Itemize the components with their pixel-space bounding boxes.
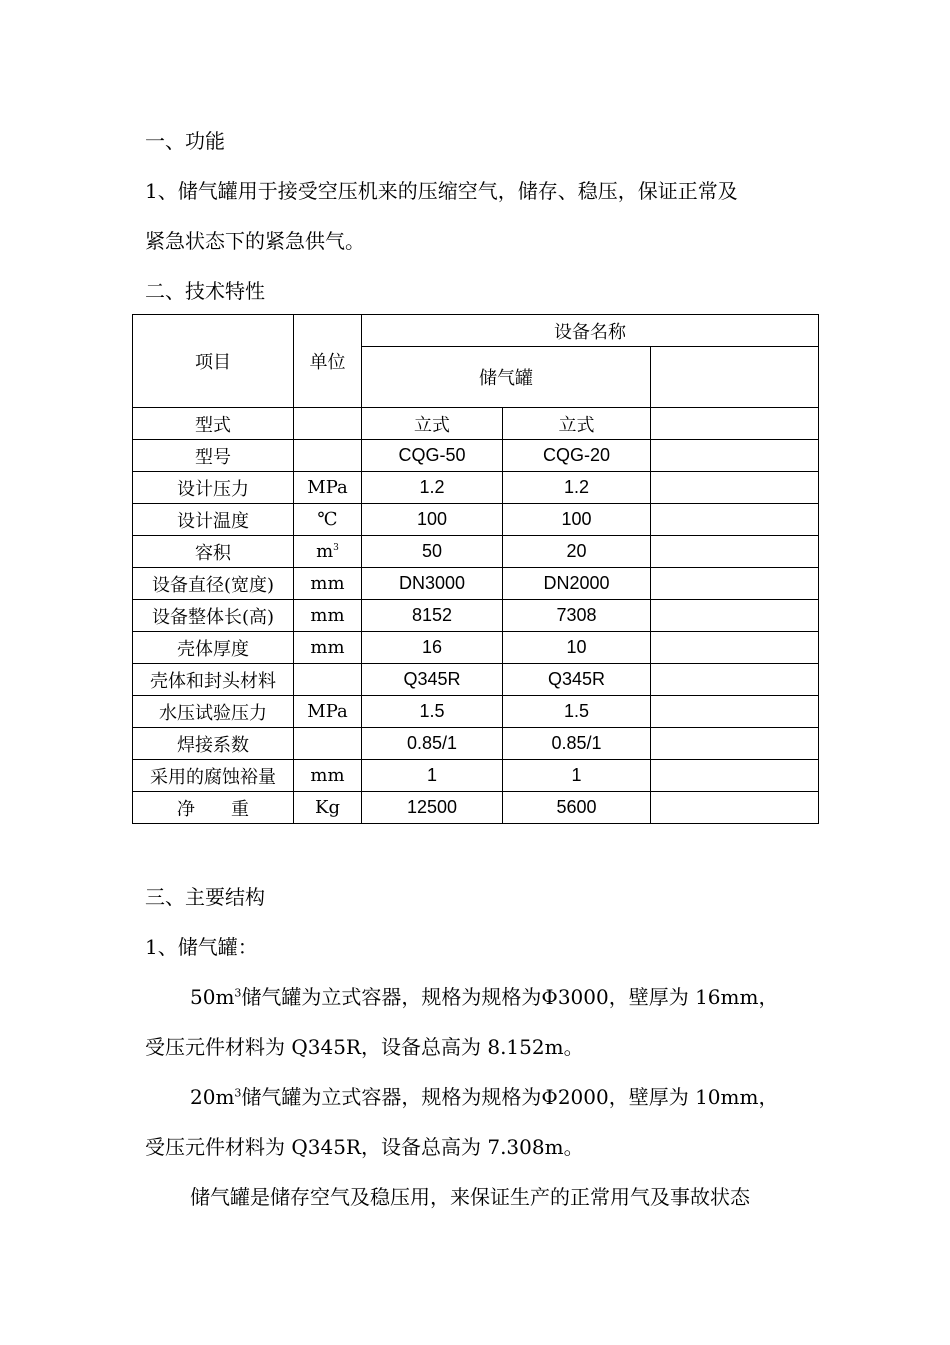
row-item: 设计压力 [133,472,294,504]
header-tank: 储气罐 [362,347,651,408]
table-row [133,408,819,440]
row-value-2: 5600 [503,792,651,824]
paragraph-20-text: 储气罐为立式容器，规格为规格为Φ2000，壁厚为 10mm， [241,1085,779,1109]
table-row [133,632,819,664]
row-unit [294,664,362,696]
table-row [133,728,819,760]
section-3-subtitle: 1、储气罐： [145,935,258,959]
row-unit-base: m [316,541,334,562]
row-value-2: 1 [503,760,651,792]
row-value-1: 立式 [362,408,503,440]
header-empty [651,347,819,408]
row-item: 净 重 [133,792,294,824]
row-value-2: CQG-20 [503,440,651,472]
row-value-2: 100 [503,504,651,536]
row-unit [294,728,362,760]
section-1-paragraph-line-2: 紧急状态下的紧急供气。 [145,229,365,253]
row-unit: mm [294,568,362,600]
paragraph-50-text: 储气罐为立式容器，规格为规格为Φ3000，壁厚为 16mm， [241,985,779,1009]
row-unit [294,536,362,568]
row-value-1: 1.2 [362,472,503,504]
row-value-2: Q345R [503,664,651,696]
row-empty [651,504,819,536]
row-value-1: CQG-50 [362,440,503,472]
row-empty [651,408,819,440]
row-unit: MPa [294,472,362,504]
row-unit: mm [294,760,362,792]
row-empty [651,696,819,728]
row-value-2: 10 [503,632,651,664]
table-row [133,568,819,600]
row-empty [651,728,819,760]
header-item: 项目 [133,315,294,408]
row-empty [651,664,819,696]
row-unit-superscript: 3 [333,543,339,553]
table-row [133,472,819,504]
header-unit: 单位 [294,315,362,408]
row-value-1: 16 [362,632,503,664]
table-row [133,664,819,696]
row-item: 设备整体长(高) [133,600,294,632]
paragraph-50-superscript: 3 [234,986,242,1000]
row-item: 型号 [133,440,294,472]
row-item: 容积 [133,536,294,568]
paragraph-50-volume: 50m [190,985,235,1009]
row-item: 焊接系数 [133,728,294,760]
row-value-2: 7308 [503,600,651,632]
paragraph-20-superscript: 3 [234,1086,242,1100]
row-unit: mm [294,632,362,664]
table-row [133,536,819,568]
row-value-1: 12500 [362,792,503,824]
row-empty [651,440,819,472]
spec-table [132,314,819,824]
paragraph-50-line-1 [190,984,778,1010]
row-value-1: 100 [362,504,503,536]
paragraph-20-volume: 20m [190,1085,235,1109]
row-value-2: 立式 [503,408,651,440]
row-item: 设计温度 [133,504,294,536]
table-row [133,600,819,632]
section-1-title: 一、功能 [145,129,225,153]
table-row [133,504,819,536]
section-3-title: 三、主要结构 [145,885,265,909]
row-value-2: DN2000 [503,568,651,600]
table-row [133,440,819,472]
row-value-1: DN3000 [362,568,503,600]
table-row [133,760,819,792]
section-2-title: 二、技术特性 [145,279,265,303]
row-unit: MPa [294,696,362,728]
row-item: 壳体厚度 [133,632,294,664]
table-row [133,792,819,824]
row-unit [294,440,362,472]
paragraph-20-line-1 [190,1084,778,1110]
header-device-name: 设备名称 [362,315,819,347]
row-value-2: 1.5 [503,696,651,728]
row-value-1: 8152 [362,600,503,632]
row-unit: mm [294,600,362,632]
row-value-2: 1.2 [503,472,651,504]
row-value-1: 50 [362,536,503,568]
row-empty [651,600,819,632]
row-empty [651,568,819,600]
section-1-paragraph-line-1: 1、储气罐用于接受空压机来的压缩空气，储存、稳压，保证正常及 [145,179,738,203]
row-value-1: 1 [362,760,503,792]
row-unit: Kg [294,792,362,824]
row-empty [651,472,819,504]
row-empty [651,792,819,824]
row-item: 壳体和封头材料 [133,664,294,696]
row-item: 水压试验压力 [133,696,294,728]
paragraph-20-line-2: 受压元件材料为 Q345R，设备总高为 7.308m。 [145,1135,584,1159]
row-value-1: 1.5 [362,696,503,728]
row-item: 采用的腐蚀裕量 [133,760,294,792]
row-empty [651,536,819,568]
row-unit: ℃ [294,504,362,536]
row-value-2: 0.85/1 [503,728,651,760]
row-value-1: 0.85/1 [362,728,503,760]
row-empty [651,632,819,664]
row-item: 设备直径(宽度) [133,568,294,600]
table-row [133,696,819,728]
row-value-2: 20 [503,536,651,568]
row-empty [651,760,819,792]
row-unit [294,408,362,440]
paragraph-50-line-2: 受压元件材料为 Q345R，设备总高为 8.152m。 [145,1035,584,1059]
paragraph-last-line-1: 储气罐是储存空气及稳压用，来保证生产的正常用气及事故状态 [190,1185,750,1209]
row-item: 型式 [133,408,294,440]
row-value-1: Q345R [362,664,503,696]
